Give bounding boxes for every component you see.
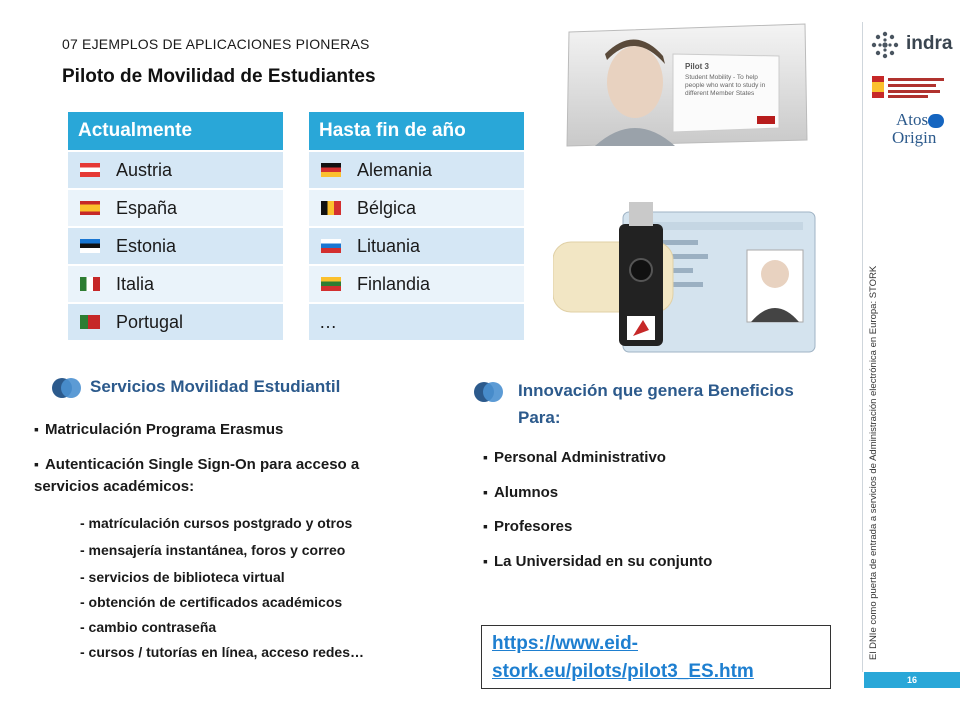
slovakia-flag-icon: [321, 239, 341, 253]
services-sub-item: - servicios de biblioteca virtual: [80, 569, 285, 585]
section-bullet-icon: [474, 382, 502, 402]
pilot-banner-title: Pilot 3: [685, 62, 710, 71]
table-row: [309, 264, 524, 302]
services-sub-item: - cambio contraseña: [80, 619, 217, 635]
table-row: [68, 226, 283, 264]
country-label: Lituania: [357, 235, 421, 256]
atos-logo-text: Atos: [896, 110, 929, 129]
services-bullet: ▪ Matriculación Programa Erasmus: [34, 418, 283, 441]
government-logo-icon: [872, 74, 948, 100]
table-row: [309, 302, 524, 340]
germany-flag-icon: [321, 163, 341, 177]
table-row: [68, 264, 283, 302]
country-label: España: [116, 197, 178, 218]
austria-flag-icon: [80, 163, 100, 177]
pilot-link-box: [481, 625, 831, 689]
indra-logo-icon: [870, 30, 900, 60]
belgium-flag-icon: [321, 201, 341, 215]
vertical-caption: El DNIe como puerta de entrada a servicios de Administración electrónica en Europa: STORK: [868, 265, 879, 660]
page-number: 16: [864, 672, 960, 688]
italy-flag-icon: [80, 277, 100, 291]
services-heading: Servicios Movilidad Estudiantil: [90, 377, 341, 396]
table-row: [68, 302, 283, 340]
table-future-header: Hasta fin de año: [309, 112, 524, 150]
country-label: Italia: [116, 273, 155, 294]
atos-logo-text: Origin: [892, 128, 937, 147]
section-bullet-icon: [52, 378, 80, 398]
pilot-banner-image: [565, 20, 810, 148]
table-row: [68, 188, 283, 226]
table-row: [68, 150, 283, 188]
pilot-link-line2: stork.eu/pilots/pilot3_ES.htm: [492, 661, 754, 682]
country-label: …: [319, 311, 337, 332]
country-label: Portugal: [116, 311, 184, 332]
services-bullet: ▪ Autenticación Single Sign-On para acceso a servicios académicos:: [34, 453, 414, 498]
estonia-flag-icon: [80, 239, 100, 253]
eid-card-reader-image: [553, 190, 818, 360]
pilot-banner-text: Student Mobility - To help people who want to study in different Member States: [685, 74, 766, 97]
portugal-flag-icon: [80, 315, 100, 329]
country-label: Estonia: [116, 235, 177, 256]
innovation-heading-line2: Para:: [518, 408, 561, 427]
table-row: [309, 188, 524, 226]
country-label: Austria: [116, 159, 173, 180]
innovation-bullet: ▪ Alumnos: [483, 481, 558, 504]
innovation-heading-line1: Innovación que genera Beneficios: [518, 381, 794, 400]
services-sub-item: - matrículación cursos postgrado y otros: [80, 515, 353, 531]
services-sub-item: - cursos / tutorías en línea, acceso redes…: [80, 644, 364, 660]
table-current: [68, 112, 283, 340]
country-label: Finlandia: [357, 273, 431, 294]
table-row: [309, 226, 524, 264]
table-future: [309, 112, 524, 340]
services-sub-item: - obtención de certificados académicos: [80, 594, 343, 610]
pilot-link[interactable]: [492, 633, 754, 682]
table-current-header: Actualmente: [68, 112, 283, 150]
section-kicker: 07 EJEMPLOS DE APLICACIONES PIONERAS: [62, 36, 370, 52]
innovation-bullet: ▪ Profesores: [483, 515, 572, 538]
spain-flag-icon: [80, 201, 100, 215]
innovation-bullet: ▪ Personal Administrativo: [483, 446, 666, 469]
pilot-link-line1: https://www.eid-: [492, 633, 639, 654]
country-label: Alemania: [357, 159, 433, 180]
table-row: [309, 150, 524, 188]
atos-fish-icon: [928, 114, 944, 128]
page-title: Piloto de Movilidad de Estudiantes: [62, 66, 376, 87]
country-label: Bélgica: [357, 197, 417, 218]
innovation-bullet: ▪ La Universidad en su conjunto: [483, 550, 712, 573]
sidebar-divider: [862, 22, 863, 672]
indra-logo-text: indra: [906, 33, 953, 54]
lithuania-flag-icon: [321, 277, 341, 291]
services-sub-item: - mensajería instantánea, foros y correo: [80, 542, 346, 558]
